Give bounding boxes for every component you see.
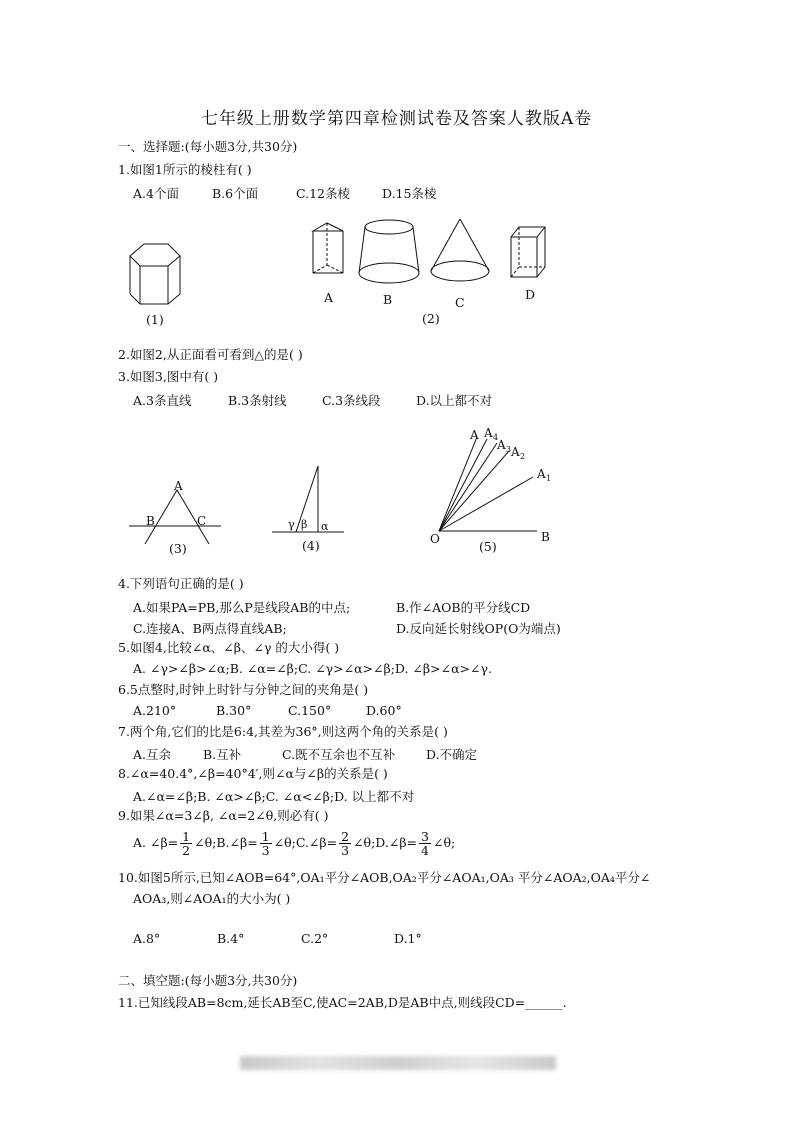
figure-1-hexagonal-prism — [122, 236, 192, 346]
figure-3-label-b: B — [146, 514, 155, 528]
question-2-stem: 2.如图2,从正面看可看到△的是( ) — [118, 347, 303, 362]
figure-2-label-d: D — [525, 287, 536, 302]
blurred-footer-watermark — [240, 1056, 556, 1070]
figure-5-label-o: O — [430, 532, 440, 546]
question-1-stem: 1.如图1所示的棱柱有( ) — [118, 162, 252, 177]
q10-option-d: D.1° — [394, 931, 422, 946]
q5-options: A. ∠γ>∠β>∠α;B. ∠α=∠β;C. ∠γ>∠α>∠β;D. ∠β>∠α>∠γ. — [133, 661, 492, 676]
figure-5-label-a1-sub: 1 — [546, 474, 552, 483]
q1-option-c: C.12条棱 — [296, 186, 350, 201]
figure-5-label-a2: A — [511, 445, 520, 459]
q6-option-c: C.150° — [288, 703, 332, 718]
figure-5-label-a3: A — [497, 438, 506, 452]
question-3-stem: 3.如图3,图中有( ) — [118, 369, 219, 384]
question-4-stem: 4.下列语句正确的是( ) — [118, 576, 244, 591]
figure-3-label-a: A — [174, 479, 183, 493]
question-10-line-2: AOA₃,则∠AOA₁的大小为( ) — [133, 891, 291, 906]
q9-options: A. ∠β= $\frac{1}{2}$ ∠θ;B.∠β= $\frac{1}{3}$ ∠θ;C.∠β= $\frac{2}{3}$ ∠θ;D.∠β= $\frac{3}{4}$ ∠θ; — [133, 829, 456, 858]
figure-5-label-a2-sub: 2 — [520, 452, 526, 461]
figure-2-label-b: B — [383, 292, 393, 307]
q9-option-c-fraction: $\frac{2}{3}$ — [341, 829, 350, 858]
q10-option-a: A.8° — [133, 931, 161, 946]
question-9-stem: 9.如果∠α=3∠β, ∠α=2∠θ,则必有( ) — [118, 808, 329, 823]
q3-option-c: C.3条线段 — [322, 393, 381, 408]
figure-5-label-a3-sub: 3 — [506, 445, 512, 454]
figure-3-triangle-lines — [125, 470, 235, 560]
figure-5-caption: (5) — [479, 539, 497, 554]
q4-option-d: D.反向延长射线OP(O为端点) — [396, 621, 561, 636]
figure-2-label-c: C — [455, 295, 465, 310]
question-8-stem: 8.∠α=40.4°,∠β=40°4′,则∠α与∠β的关系是( ) — [118, 766, 388, 781]
question-5-stem: 5.如图4,比较∠α、∠β、∠γ 的大小得( ) — [118, 640, 340, 655]
figure-4-caption: (4) — [302, 538, 320, 553]
q3-option-b: B.3条射线 — [228, 393, 287, 408]
figure-5-label-b: B — [541, 530, 550, 544]
q4-option-c: C.连接A、B两点得直线AB; — [133, 621, 287, 636]
q3-option-d: D.以上都不对 — [416, 393, 493, 408]
q7-option-c: C.既不互余也不互补 — [282, 747, 396, 762]
q10-option-b: B.4° — [217, 931, 245, 946]
question-10-line-1: 10.如图5所示,已知∠AOB=64°,OA₁平分∠AOB,OA₂平分∠AOA₁,OA₃ 平分∠AOA₂,OA₄平分∠ — [118, 870, 651, 885]
q3-option-a: A.3条直线 — [133, 393, 192, 408]
figure-4-label-gamma: γ — [288, 518, 295, 531]
q9-option-a-prefix: A. ∠β= — [133, 835, 179, 850]
q6-option-a: A.210° — [133, 703, 177, 718]
q7-option-a: A.互余 — [133, 747, 172, 762]
q6-option-d: D.60° — [366, 703, 402, 718]
q6-option-b: B.30° — [216, 703, 252, 718]
section-heading-choice: 一、选择题:(每小题3分,共30分) — [118, 139, 298, 154]
question-11-stem: 11.已知线段AB=8cm,延长AB至C,使AC=2AB,D是AB中点,则线段CD=______. — [118, 995, 567, 1010]
q10-option-c: C.2° — [301, 931, 329, 946]
figure-1-caption: (1) — [146, 312, 164, 327]
question-7-stem: 7.两个角,它们的比是6:4,其差为36°,则这两个角的关系是( ) — [118, 724, 448, 739]
figure-5-label-a4: A — [484, 426, 493, 440]
q9-option-d-fraction: $\frac{3}{4}$ — [421, 829, 429, 858]
figure-2-caption: (2) — [422, 311, 440, 326]
figure-3-label-c: C — [197, 514, 207, 528]
figure-5-label-a: A — [470, 428, 479, 442]
figure-5-label-a4-sub: 4 — [493, 433, 499, 442]
question-6-stem: 6.5点整时,时钟上时针与分钟之间的夹角是( ) — [118, 682, 369, 697]
q1-option-a: A.4个面 — [133, 186, 179, 201]
q7-option-b: B.互补 — [203, 747, 242, 762]
q8-options: A.∠α=∠β;B. ∠α>∠β;C. ∠α<∠β;D. 以上都不对 — [133, 789, 415, 804]
q4-option-a: A.如果PA=PB,那么P是线段AB的中点; — [133, 600, 351, 615]
q4-option-b: B.作∠AOB的平分线CD — [396, 600, 531, 615]
page-title: 七年级上册数学第四章检测试卷及答案人教版A卷 — [200, 109, 593, 129]
q1-option-d: D.15条棱 — [382, 186, 437, 201]
section-heading-fill-in: 二、填空题:(每小题3分,共30分) — [118, 973, 298, 988]
q7-option-d: D.不确定 — [426, 747, 478, 762]
q9-option-b-fraction: $\frac{1}{3}$ — [261, 829, 270, 858]
figure-2-solids — [305, 215, 565, 325]
figure-4-label-beta: β — [301, 518, 308, 531]
figure-5-rays — [425, 425, 585, 555]
figure-4-angles — [268, 460, 358, 560]
figure-3-caption: (3) — [169, 541, 187, 556]
figure-5-label-a1: A — [537, 467, 546, 481]
figure-2-label-a: A — [324, 290, 334, 305]
q9-option-a-fraction: $\frac{1}{2}$ — [182, 829, 191, 858]
figure-4-label-alpha: α — [321, 520, 329, 533]
q1-option-b: B.6个面 — [212, 186, 259, 201]
